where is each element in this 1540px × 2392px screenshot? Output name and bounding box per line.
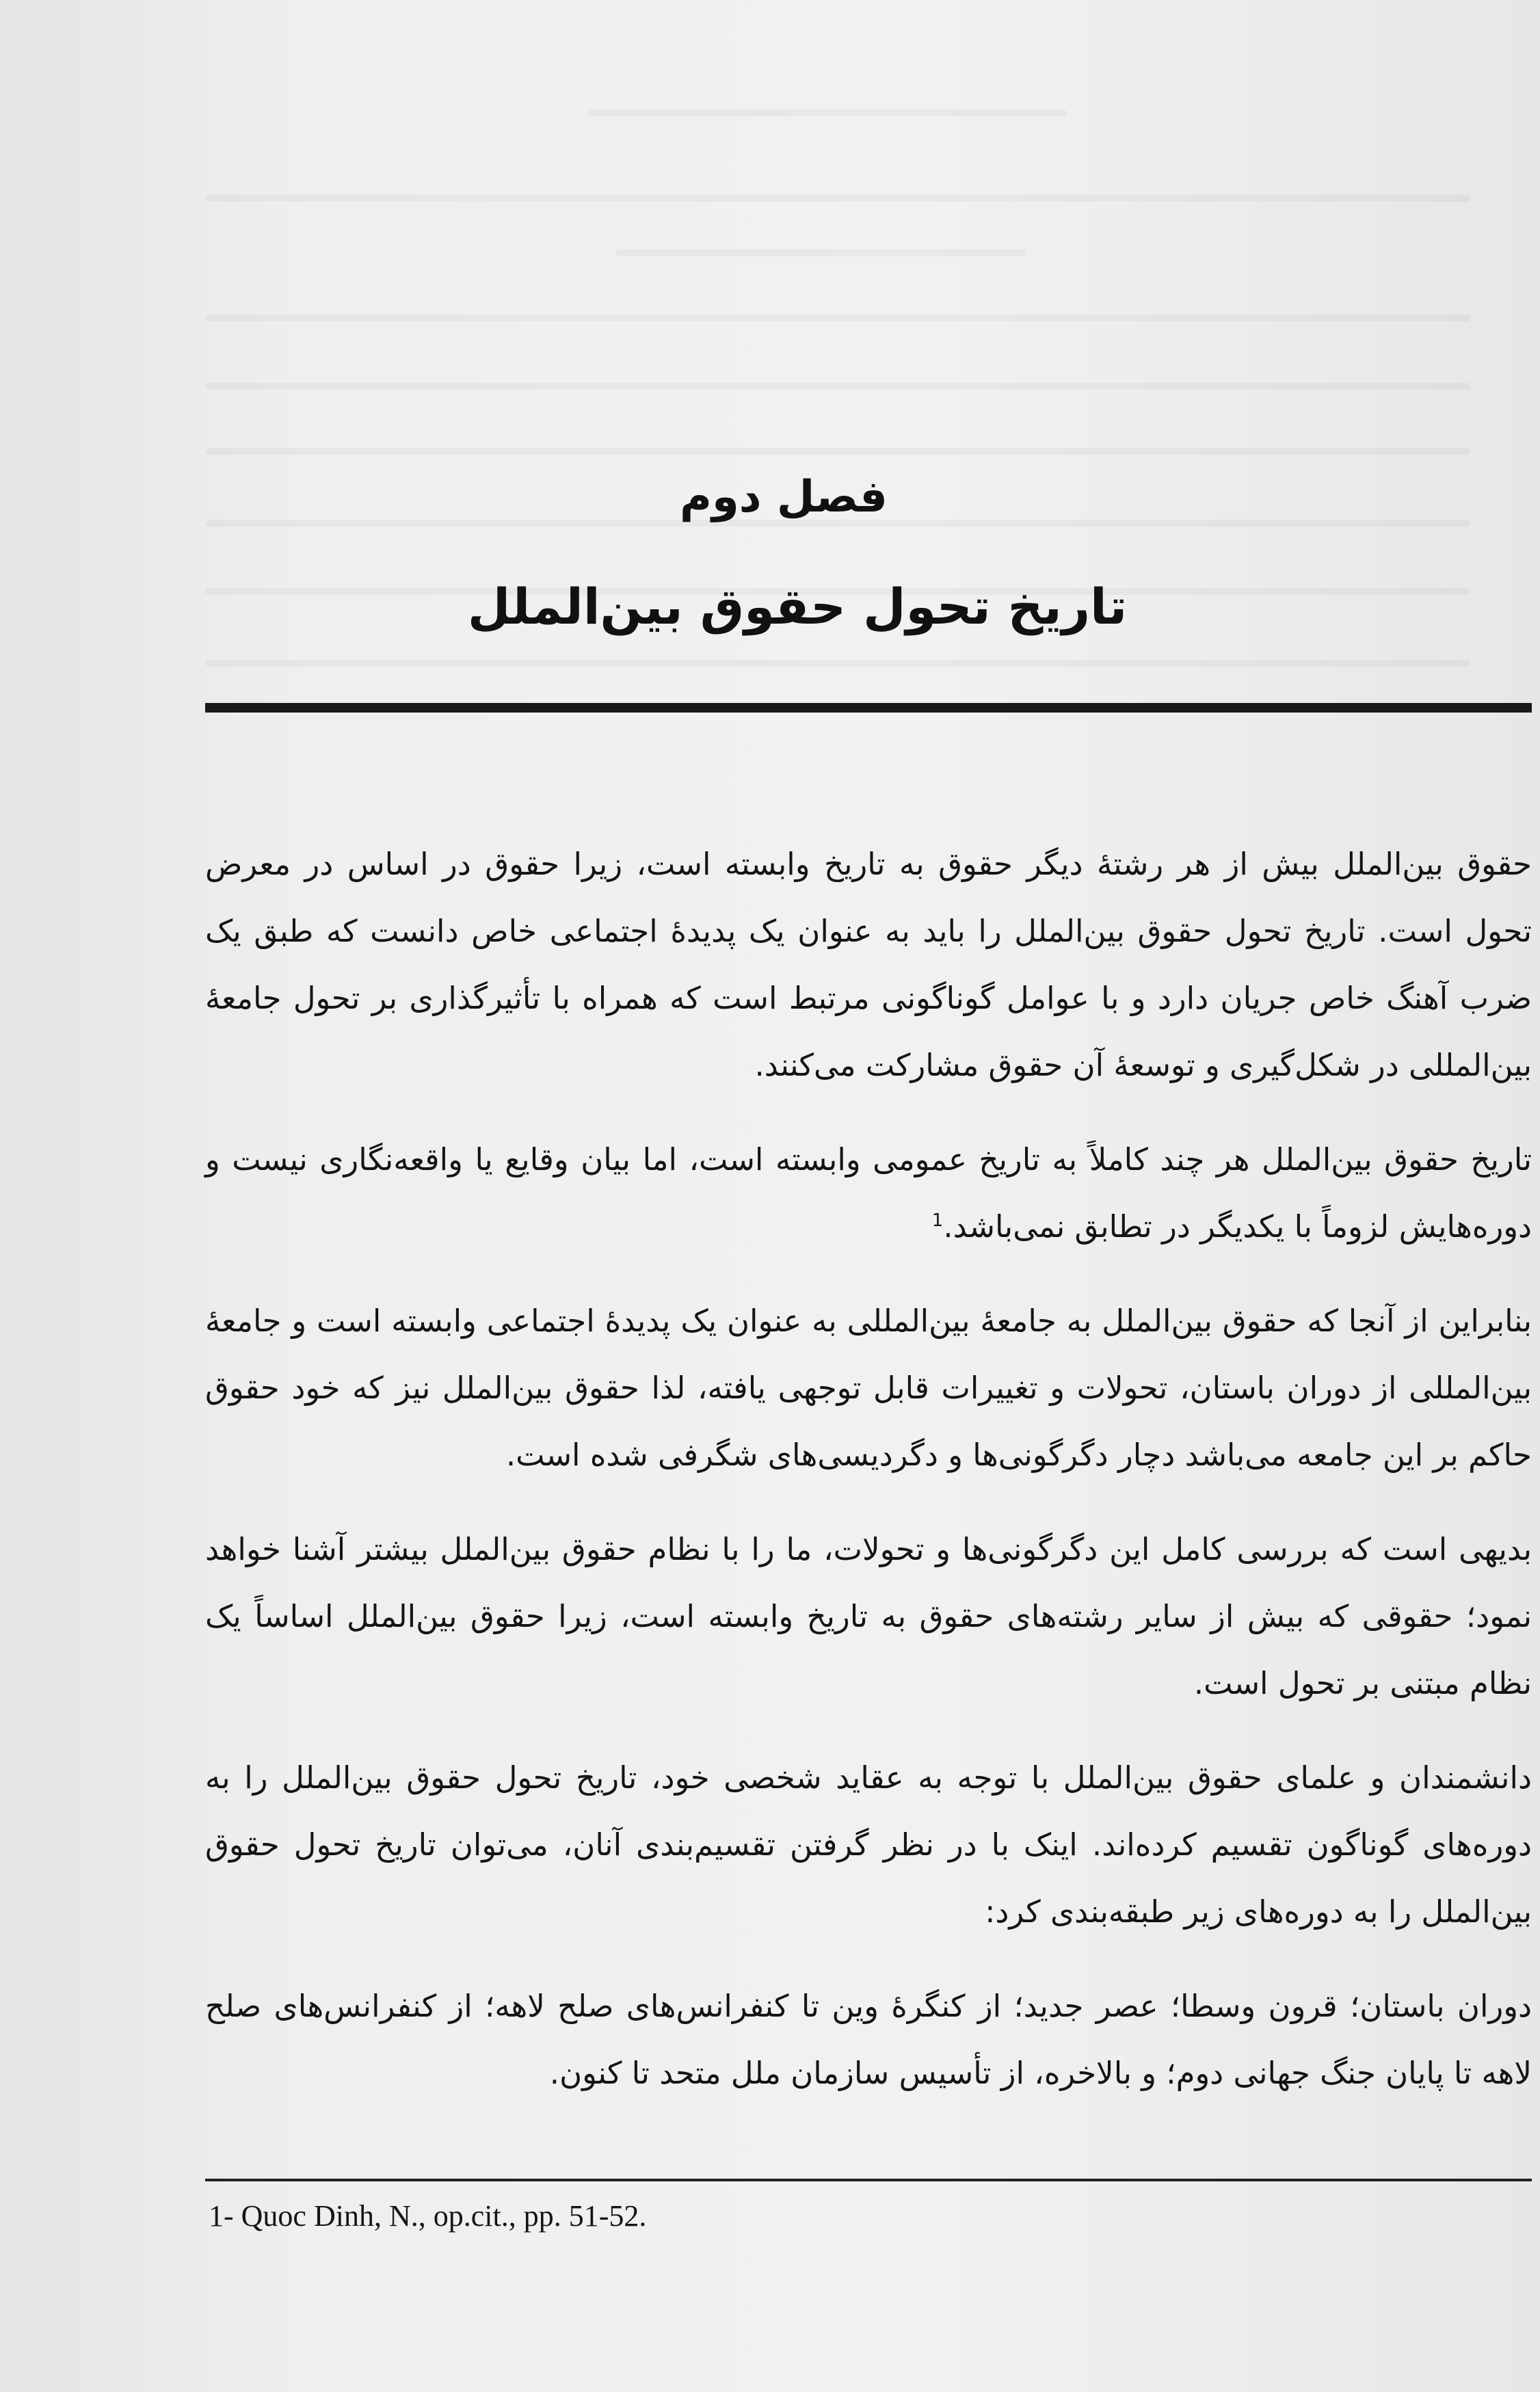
title-rule xyxy=(205,703,1532,713)
bleed-through-line xyxy=(205,195,1470,202)
bleed-through-line xyxy=(205,315,1470,321)
footnote: 1- Quoc Dinh, N., op.cit., pp. 51-52. xyxy=(209,2199,647,2233)
paragraph-3: بنابراین از آنجا که حقوق بین‌الملل به جامعهٔ بین‌المللی به عنوان یک پدیدهٔ اجتماعی وابسته است و جامعهٔ بین‌المللی از دوران باستان، تحولات و تغییرات قابل توجهی یافته، لذا حقوق بین‌الملل نیز که خود حقوق حاکم بر این جامعه می‌باشد دچار دگرگونی‌ها و دگردیسی‌های شگرفی شده است. xyxy=(205,1303,1532,1473)
bleed-through-line xyxy=(205,383,1470,390)
paragraph-2-text: تاریخ حقوق بین‌الملل هر چند کاملاً به تاریخ عمومی وابسته است، اما بیان وقایع یا واقعه‌نگاری نیست و دوره‌هایش لزوماً با یکدیگر در تطابق نمی‌باشد. xyxy=(205,1141,1532,1245)
bleed-through-line xyxy=(205,448,1470,455)
paragraph-2 xyxy=(205,1126,1532,1260)
paragraph-6: دوران باستان؛ قرون وسطا؛ عصر جدید؛ از کنگرهٔ وین تا کنفرانس‌های صلح لاهه؛ از کنفرانس‌های صلح لاهه تا پایان جنگ جهانی دوم؛ و بالاخره، از تأسیس سازمان ملل متحد تا کنون. xyxy=(205,1988,1532,2091)
bleed-through-line xyxy=(205,660,1470,667)
paragraph-4: بدیهی است که بررسی کامل این دگرگونی‌ها و تحولات، ما را با نظام حقوق بین‌الملل بیشتر آشنا خواهد نمود؛ حقوقی که بیش از سایر رشته‌های حقوق به تاریخ وابسته است، زیرا حقوق بین‌الملل اساساً یک نظام مبتنی بر تحول است. xyxy=(205,1531,1532,1701)
chapter-label: فصل دوم xyxy=(680,472,888,522)
bleed-through-line xyxy=(615,250,1026,256)
bleed-through-line xyxy=(588,109,1067,116)
paragraph-5: دانشمندان و علمای حقوق بین‌الملل با توجه به عقاید شخصی خود، تاریخ تحول حقوق بین‌الملل را به دوره‌های گوناگون تقسیم کرده‌اند. اینک با در نظر گرفتن تقسیم‌بندی آنان، می‌توان تاریخ تحول حقوق بین‌الملل را به دوره‌های زیر طبقه‌بندی کرد: xyxy=(205,1759,1532,1930)
footnote-marker: 1 xyxy=(931,1210,944,1231)
footnote-rule xyxy=(205,2179,1532,2181)
chapter-body xyxy=(205,831,1532,2134)
paragraph-1: حقوق بین‌الملل بیش از هر رشتهٔ دیگر حقوق به تاریخ وابسته است، زیرا حقوق در اساس در معرض تحول است. تاریخ تحول حقوق بین‌الملل را باید به عنوان یک پدیدهٔ اجتماعی خاص دانست که طبق یک ضرب آهنگ خاص جریان دارد و با عوامل گوناگونی مرتبط است که همراه با تأثیرگذاری بر تحول جامعهٔ بین‌المللی در شکل‌گیری و توسعهٔ آن حقوق مشارکت می‌کنند. xyxy=(205,846,1532,1083)
chapter-title: تاریخ تحول حقوق بین‌الملل xyxy=(467,578,1128,635)
